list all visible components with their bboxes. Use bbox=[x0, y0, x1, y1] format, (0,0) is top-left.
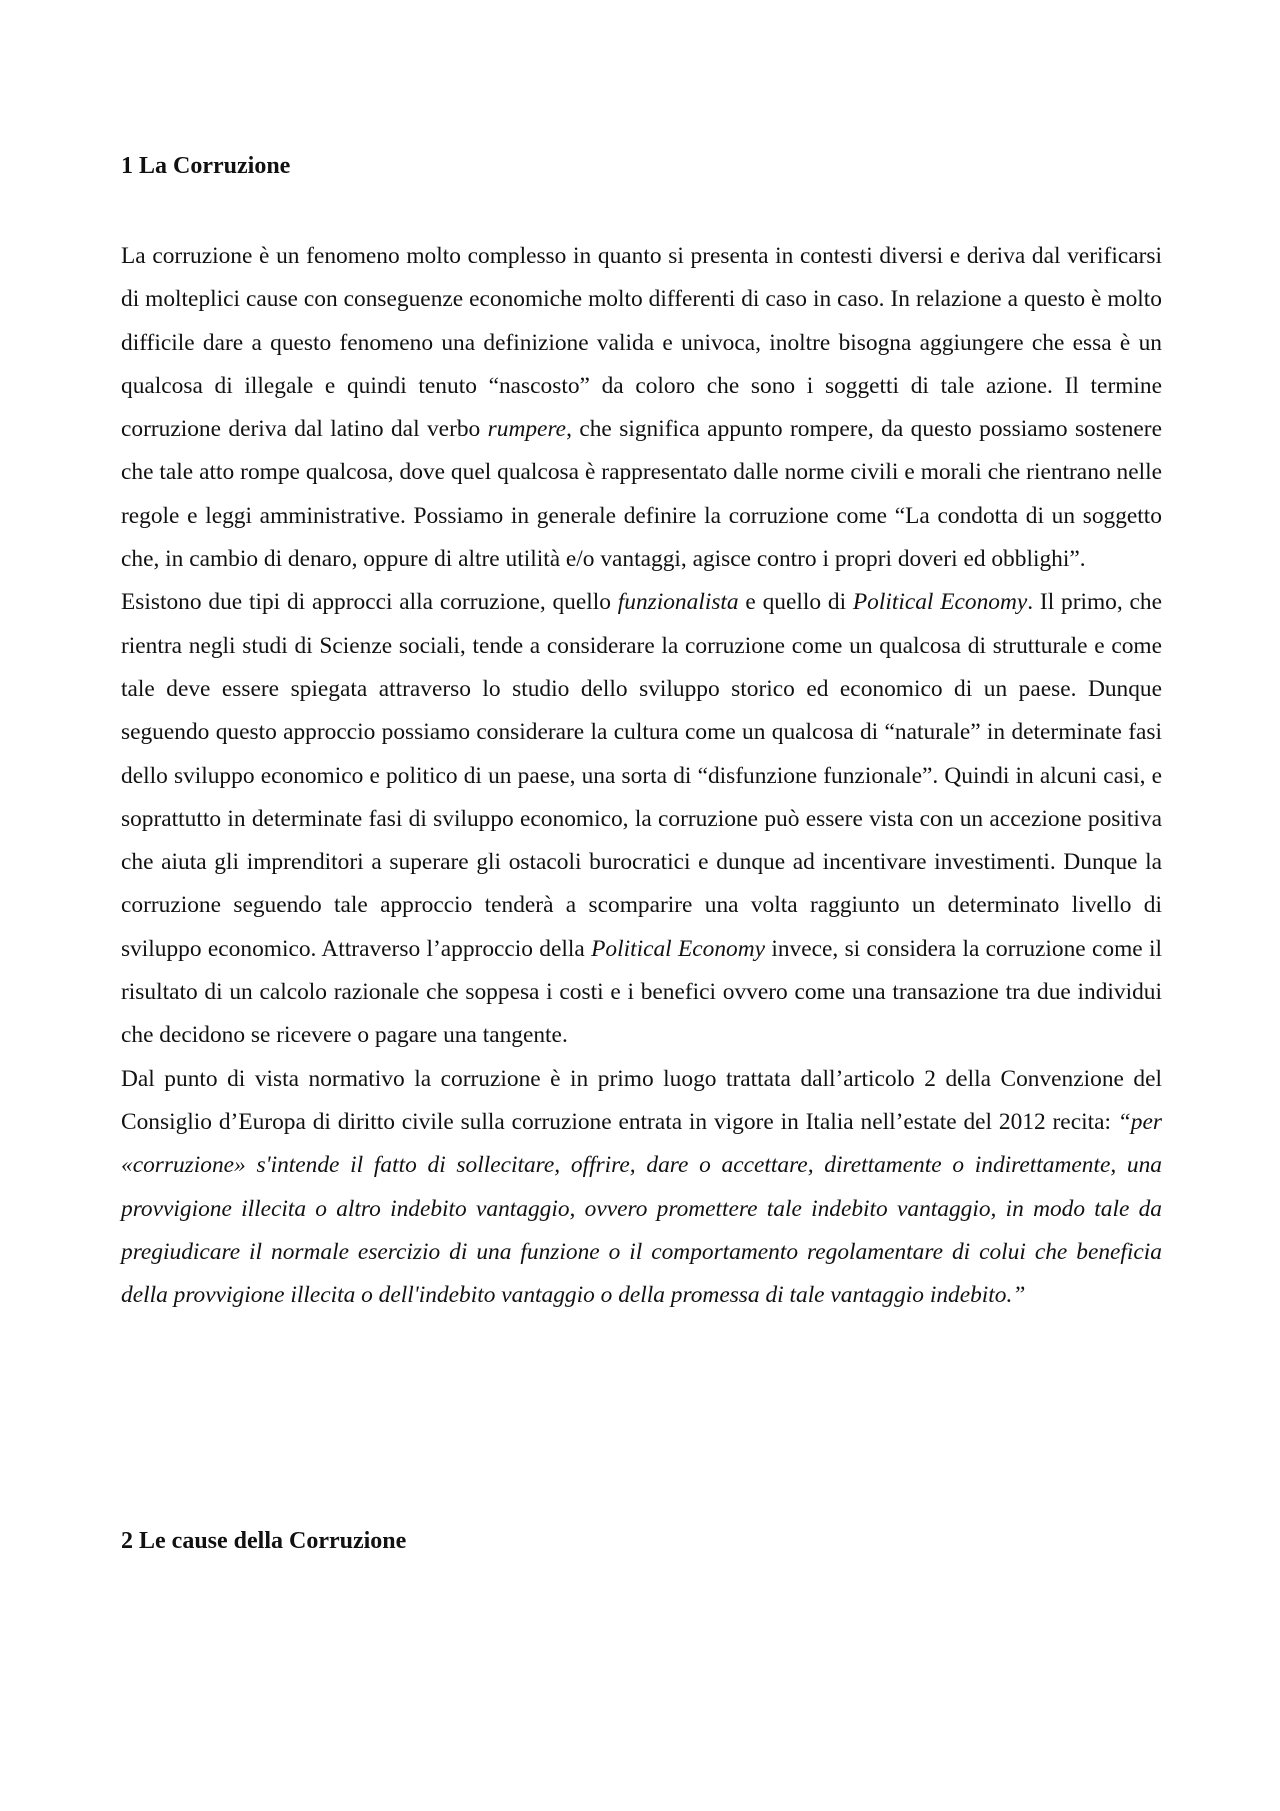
paragraph-2-text-a: Esistono due tipi di approcci alla corruzione, quello bbox=[121, 589, 618, 616]
term-political-economy-2: Political Economy bbox=[591, 935, 766, 962]
paragraph-3-text-a: Dal punto di vista normativo la corruzione è in primo luogo trattata dall’articolo 2 della Convenzione del Consiglio d’Europa di diritto civile sulla corruzione entrata in vigore in Italia nell’estate del 2012 recita: bbox=[121, 1065, 1162, 1135]
quoted-definition: “per «corruzione» s'intende il fatto di sollecitare, offrire, dare o accettare, direttamente o indirettamente, una provvigione illecita o altro indebito vantaggio, ovvero promettere tale indebito vantaggio, in modo tale da pregiudicare il normale esercizio di una funzione o il comportamento regolamentare di colui che beneficia della provvigione illecita o dell'indebito vantaggio o della promessa di tale vantaggio indebito.” bbox=[121, 1108, 1162, 1309]
body-text bbox=[121, 235, 1162, 1317]
term-political-economy-1: Political Economy bbox=[852, 589, 1028, 616]
paragraph-1-text-b: , che significa appunto rompere, da questo possiamo sostenere che tale atto rompe qualcosa, dove quel qualcosa è rappresentato dalle norme civili e morali che rientrano nelle regole e leggi amministrative. Possiamo in generale definire la corruzione come “La condotta di un soggetto che, in cambio di denaro, oppure di altre utilità e/o vantaggi, agisce contro i propri doveri ed obblighi”. bbox=[121, 416, 1162, 573]
paragraph-2-text-b: e quello di bbox=[738, 589, 853, 616]
term-funzionalista: funzionalista bbox=[617, 589, 739, 616]
paragraph-2 bbox=[121, 581, 1162, 1057]
paragraph-2-text-d: invece, si considera la corruzione come il risultato di un calcolo razionale che soppesa i costi e i benefici ovvero come una transazione tra due individui che decidono se ricevere o pagare una tangente. bbox=[121, 935, 1162, 1049]
term-rumpere: rumpere bbox=[487, 416, 567, 443]
section-heading-1: 1 La Corruzione bbox=[121, 153, 291, 179]
paragraph-3 bbox=[121, 1058, 1162, 1318]
paragraph-1-text-a: La corruzione è un fenomeno molto complesso in quanto si presenta in contesti diversi e deriva dal verificarsi di molteplici cause con conseguenze economiche molto differenti di caso in caso. In relazione a questo è molto difficile dare a questo fenomeno una definizione valida e univoca, inoltre bisogna aggiungere che essa è un qualcosa di illegale e quindi tenuto “nascosto” da coloro che sono i soggetti di tale azione. Il termine corruzione deriva dal latino dal verbo bbox=[121, 243, 1162, 443]
paragraph-1 bbox=[121, 235, 1162, 581]
paragraph-2-text-c: . Il primo, che rientra negli studi di Scienze sociali, tende a considerare la corruzione come un qualcosa di strutturale e come tale deve essere spiegata attraverso lo studio dello sviluppo storico ed economico di un paese. Dunque seguendo questo approccio possiamo considerare la cultura come un qualcosa di “naturale” in determinate fasi dello sviluppo economico e politico di un paese, una sorta di “disfunzione funzionale”. Quindi in alcuni casi, e soprattutto in determinate fasi di sviluppo economico, la corruzione può essere vista con un accezione positiva che aiuta gli imprenditori a superare gli ostacoli burocratici e dunque ad incentivare investimenti. Dunque la corruzione seguendo tale approccio tenderà a scomparire una volta raggiunto un determinato livello di sviluppo economico. Attraverso l’approccio della bbox=[121, 589, 1162, 962]
section-heading-2: 2 Le cause della Corruzione bbox=[121, 1528, 407, 1554]
